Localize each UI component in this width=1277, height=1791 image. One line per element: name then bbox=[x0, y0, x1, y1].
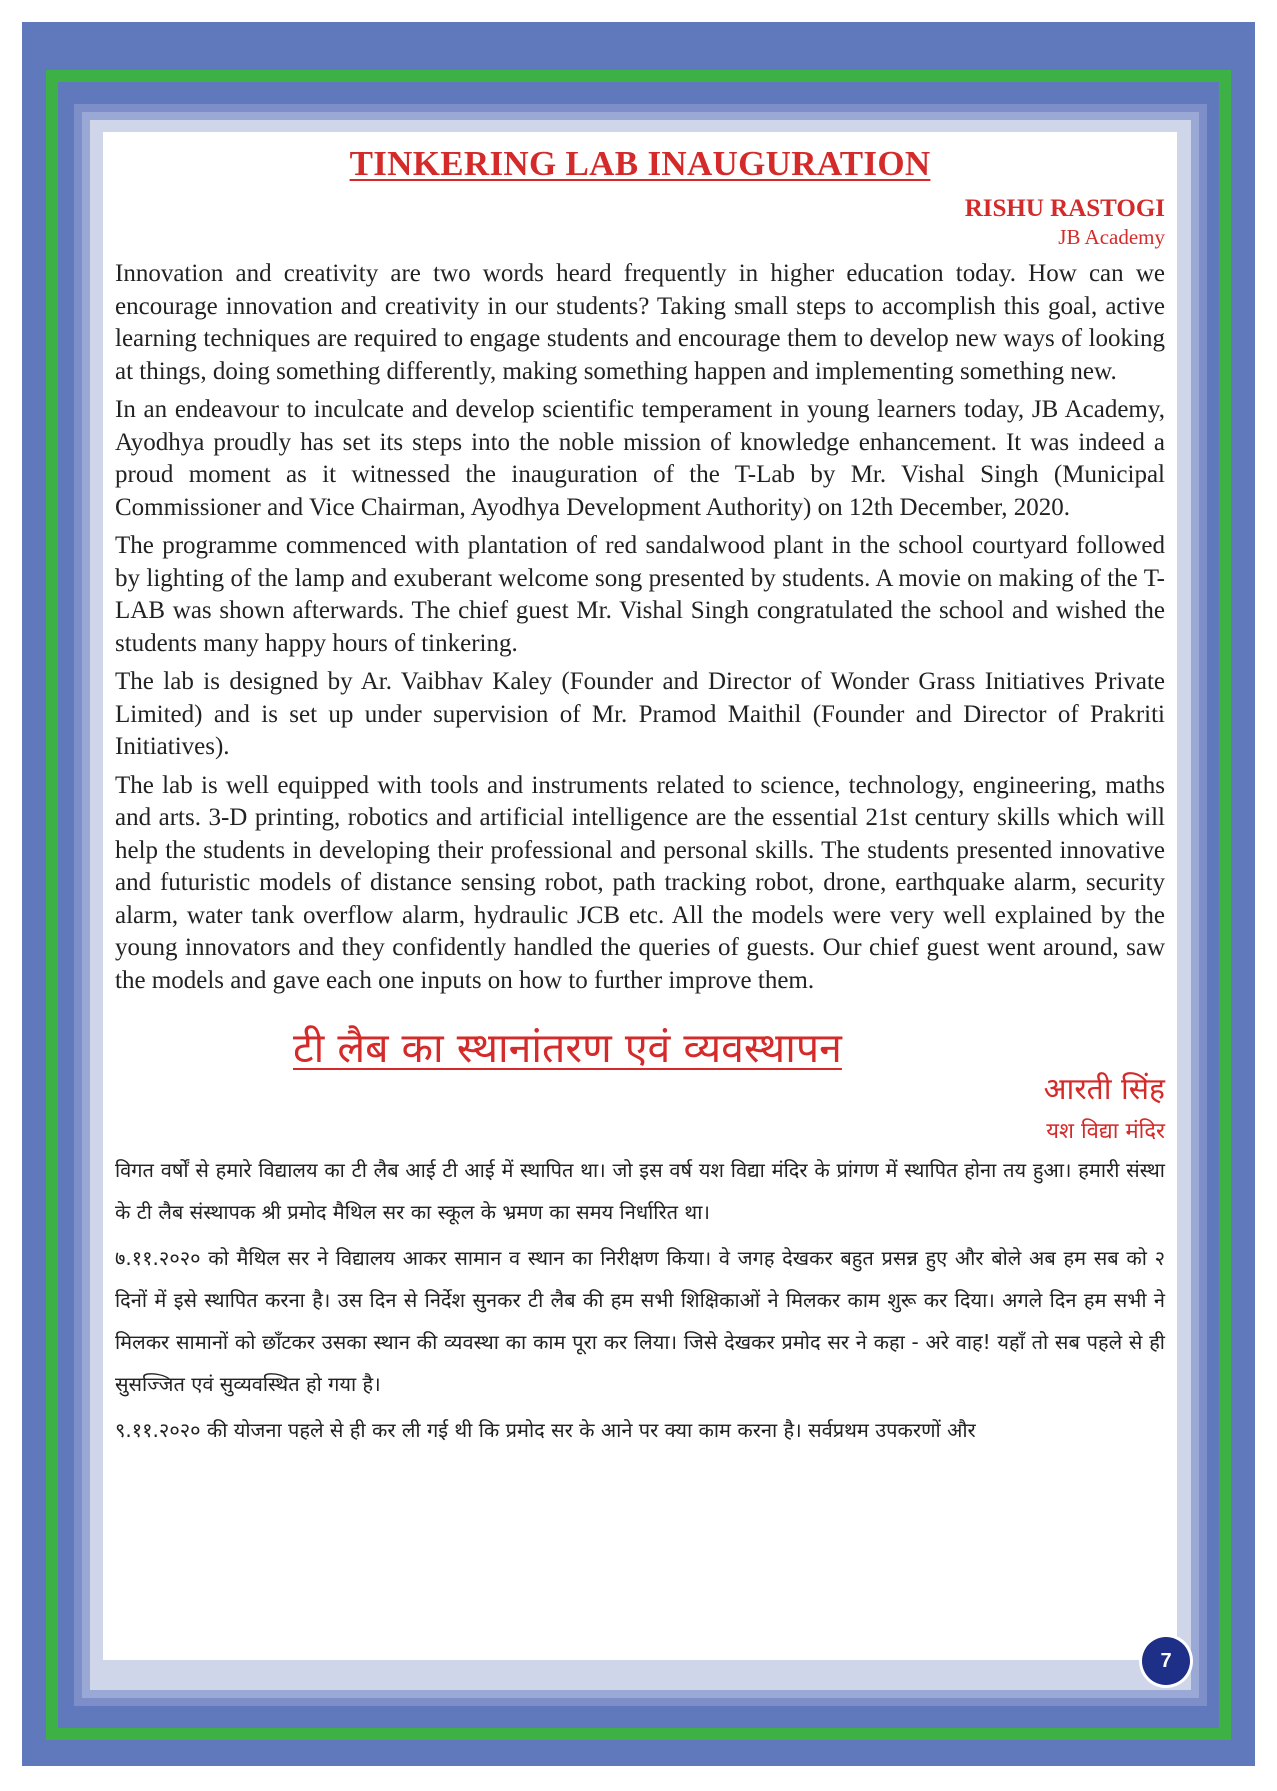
article-paragraph: In an endeavour to inculcate and develop scientific temperament in young learners today, JB Academy, Ayodhya proudly has set its steps into the noble mission of knowledge enhancement. It was indeed a proud moment as it witnessed the inauguration of the T-Lab by Mr. Vishal Singh (Municipal Commissioner and Vice Chairman, Ayodhya Development Authority) on 12th December, 2020. bbox=[115, 396, 1165, 521]
hindi-paragraph: ९.११.२०२० की योजना पहले से ही कर ली गई थी कि प्रमोद सर के आने पर क्या काम करना है। सर्वप्रथम उपकरणों और bbox=[115, 1418, 976, 1442]
article-title: TINKERING LAB INAUGURATION bbox=[349, 144, 931, 183]
hindi-heading-block bbox=[115, 1019, 1165, 1149]
article-paragraph: The lab is well equipped with tools and instruments related to science, technology, engineering, maths and arts. 3-D printing, robotics and artificial intelligence are the essential 21st century skills which will help the students in developing their professional and personal skills. The students presented innovative and futuristic models of distance sensing robot, path tracking robot, drone, earthquake alarm, security alarm, water tank overflow alarm, hydraulic JCB etc. All the models were very well explained by the young innovators and they confidently handled the queries of guests. Our chief guest went around, saw the models and gave each one inputs on how to further improve them. bbox=[115, 771, 1165, 994]
hindi-article-title: टी लैब का स्थानांतरण एवं व्यवस्थापन bbox=[293, 1024, 842, 1072]
hindi-article-school: यश विद्या मंदिर bbox=[1046, 1119, 1165, 1144]
article-paragraph: The programme commenced with plantation of red sandalwood plant in the school courtyard followed by lighting of the lamp and exuberant welcome song presented by students. A movie on making of the T-LAB was shown afterwards. The chief guest Mr. Vishal Singh congratulated the school and wished the students many happy hours of tinkering. bbox=[115, 532, 1165, 657]
article-author: RISHU RASTOGI bbox=[964, 195, 1165, 222]
page-number-badge: 7 bbox=[1142, 1637, 1190, 1685]
article-paragraph: The lab is designed by Ar. Vaibhav Kaley (Founder and Director of Wonder Grass Initiatives Private Limited) and is set up under supervision of Mr. Pramod Maithil (Founder and Director of Prakriti Initiatives). bbox=[115, 668, 1165, 760]
hindi-article-author: आरती सिंह bbox=[1043, 1072, 1165, 1107]
article-school: JB Academy bbox=[1058, 225, 1165, 249]
article-paragraph: Innovation and creativity are two words heard frequently in higher education today. How can we encourage innovation and creativity in our students? Taking small steps to accomplish this goal, active learning techniques are required to engage students and encourage them to develop new ways of looking at things, doing something differently, making something happen and implementing something new. bbox=[115, 260, 1165, 385]
hindi-paragraph: विगत वर्षों से हमारे विद्यालय का टी लैब आई टी आई में स्थापित था। जो इस वर्ष यश विद्या मंदिर के प्रांगण में स्थापित होना तय हुआ। हमारी संस्था के टी लैब संस्थापक श्री प्रमोद मैथिल सर का स्कूल के भ्रमण का समय निर्धारित था। bbox=[115, 1158, 1165, 1224]
article-panel bbox=[103, 132, 1177, 1660]
hindi-paragraph: ७.११.२०२० को मैथिल सर ने विद्यालय आकर सामान व स्थान का निरीक्षण किया। वे जगह देखकर बहुत प्रसन्न हुए और बोले अब हम सब को २ दिनों में इसे स्थापित करना है। उस दिन से निर्देश सुनकर टी लैब की हम सभी शिक्षिकाओं ने मिलकर काम शुरू कर दिया। अगले दिन हम सभी ने मिलकर सामानों को छाँटकर उसका स्थान की व्यवस्था का काम पूरा कर लिया। जिसे देखकर प्रमोद सर ने कहा - अरे वाह! यहाँ तो सब पहले से ही सुसज्जित एवं सुव्यवस्थित हो गया है। bbox=[115, 1246, 1165, 1396]
